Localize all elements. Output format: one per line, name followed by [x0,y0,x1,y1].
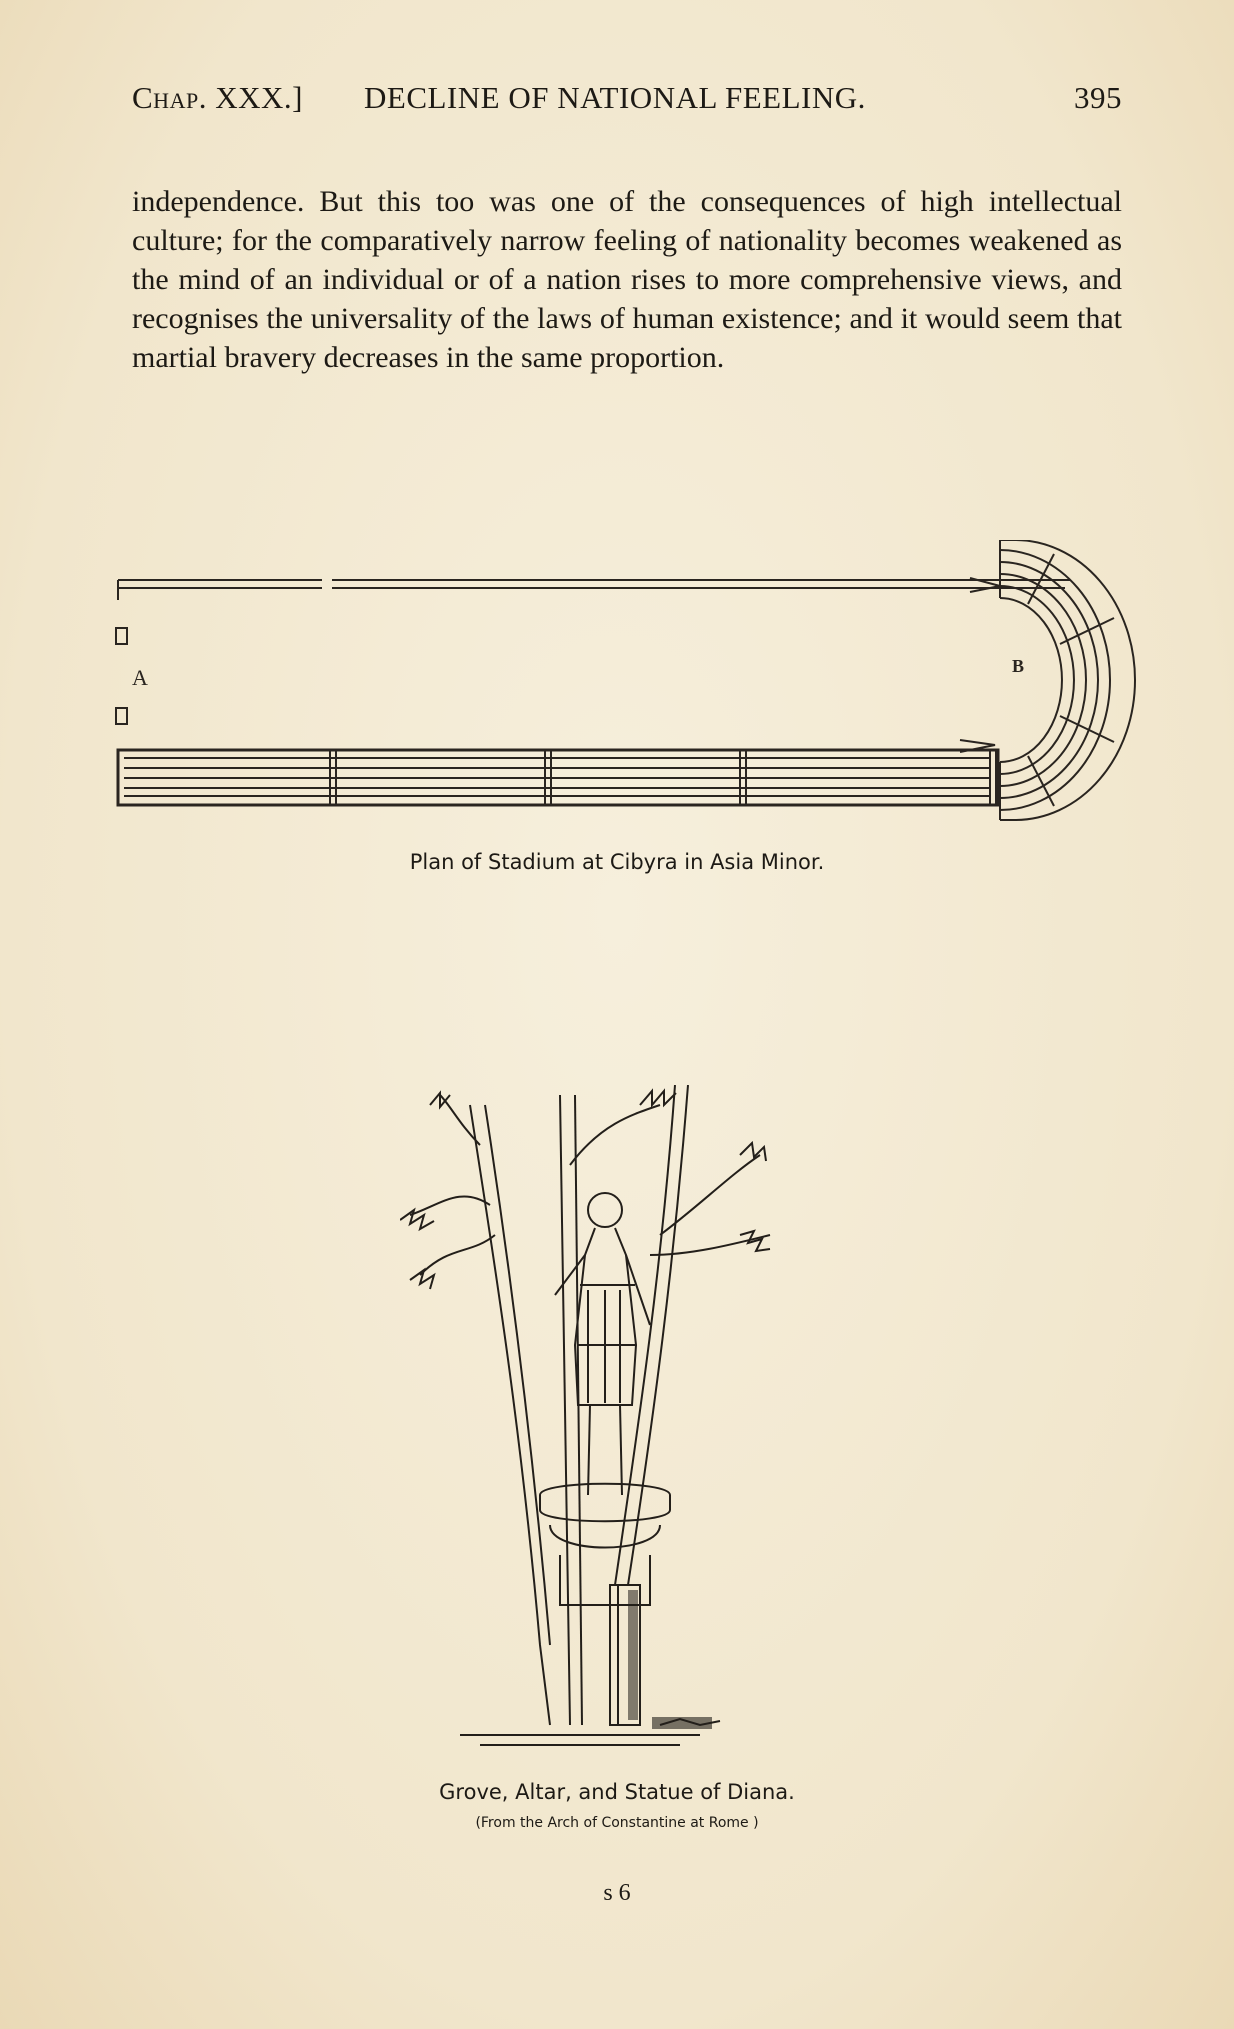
diana-caption: Grove, Altar, and Statue of Diana. [439,1780,795,1804]
stadium-label-b: B [1012,656,1025,676]
running-header [132,80,1122,126]
diana-grove-engraving [400,1085,870,1755]
body-paragraph: independence. But this too was one of the consequences of high intellectual culture; for the comparatively narrow feeling of nationality becomes weakened as the mind of an individual or of a nation rises to more comprehensive views, and recognises the universality of the laws of human existence; and it would seem that martial bravery decreases in the same proportion. [132,185,1122,374]
stadium-plan-diagram [110,540,1160,840]
chapter-label: Chap. XXX.] [132,80,303,115]
stadium-caption: Plan of Stadium at Cibyra in Asia Minor. [409,850,825,874]
stadium-label-a: A [132,665,148,690]
printer-signature-mark: s 6 [603,1880,631,1906]
diana-source-note: (From the Arch of Constantine at Rome ) [475,1815,759,1831]
page-number: 395 [1074,80,1122,115]
running-title: DECLINE OF NATIONAL FEELING. [364,80,866,115]
